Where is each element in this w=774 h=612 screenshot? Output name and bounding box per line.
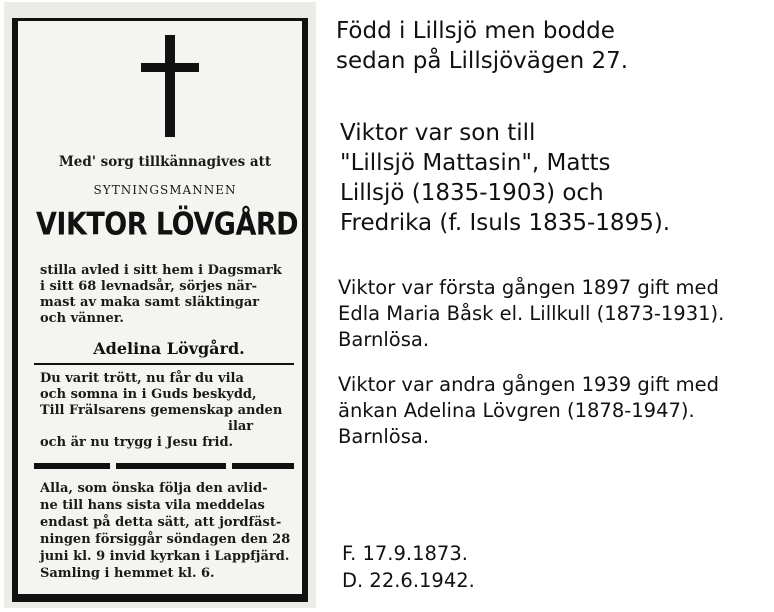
note-first-marriage: Viktor var första gången 1897 gift med Edla Maria Båsk el. Lillkull (1873-1931). Barnlösa. (338, 276, 725, 351)
poem-line: och somna in i Guds beskydd, (40, 387, 257, 402)
obituary-signer: Adelina Lövgård. (93, 339, 245, 358)
divider-thick (34, 463, 294, 469)
obituary-body-line: och vänner. (40, 311, 124, 326)
poem-line: Du varit trött, nu får du vila (40, 371, 244, 386)
notice-line: Alla, som önska följa den avlid- (40, 481, 268, 496)
divider-gap (110, 461, 116, 471)
divider-gap (226, 461, 232, 471)
poem-line: och är nu trygg i Jesu frid. (40, 435, 234, 450)
note-second-marriage: Viktor var andra gången 1939 gift med änkan Adelina Lövgren (1878-1947). Barnlösa. (338, 373, 719, 448)
poem-line: ilar (228, 419, 254, 434)
note-dates: F. 17.9.1873. D. 22.6.1942. (342, 542, 475, 592)
notice-line: Samling i hemmet kl. 6. (40, 566, 215, 581)
obituary-clipping (4, 2, 316, 608)
notice-line: juni kl. 9 invid kyrkan i Lappfjärd. (40, 549, 290, 564)
note-born-place: Född i Lillsjö men bodde sedan på Lillsjövägen 27. (336, 18, 629, 74)
obituary-intro: Med' sorg tillkännagives att (58, 154, 272, 170)
note-parents: Viktor var son till "Lillsjö Mattasin", Matts Lillsjö (1835-1903) och Fredrika (f. Isuls 1835-1895). (340, 120, 671, 236)
divider (34, 363, 294, 365)
deceased-name: VIKTOR LÖVGÅRD (36, 206, 299, 243)
obituary-frame (12, 18, 308, 602)
cross-icon (165, 35, 175, 137)
cross-icon-bar (141, 63, 199, 72)
obituary-body-line: mast av maka samt släktingar (40, 295, 260, 310)
notice-line: ne till hans sista vila meddelas (40, 498, 265, 513)
obituary-body-line: stilla avled i sitt hem i Dagsmark (40, 263, 282, 278)
notice-line: endast på detta sätt, att jordfäst- (40, 515, 282, 530)
obituary-body-line: i sitt 68 levnadsår, sörjes när- (40, 279, 258, 294)
poem-line: Till Frälsarens gemenskap anden (40, 403, 283, 418)
notice-line: ningen försiggår söndagen den 28 (40, 532, 291, 547)
obituary-title: SYTNINGSMANNEN (93, 183, 237, 197)
